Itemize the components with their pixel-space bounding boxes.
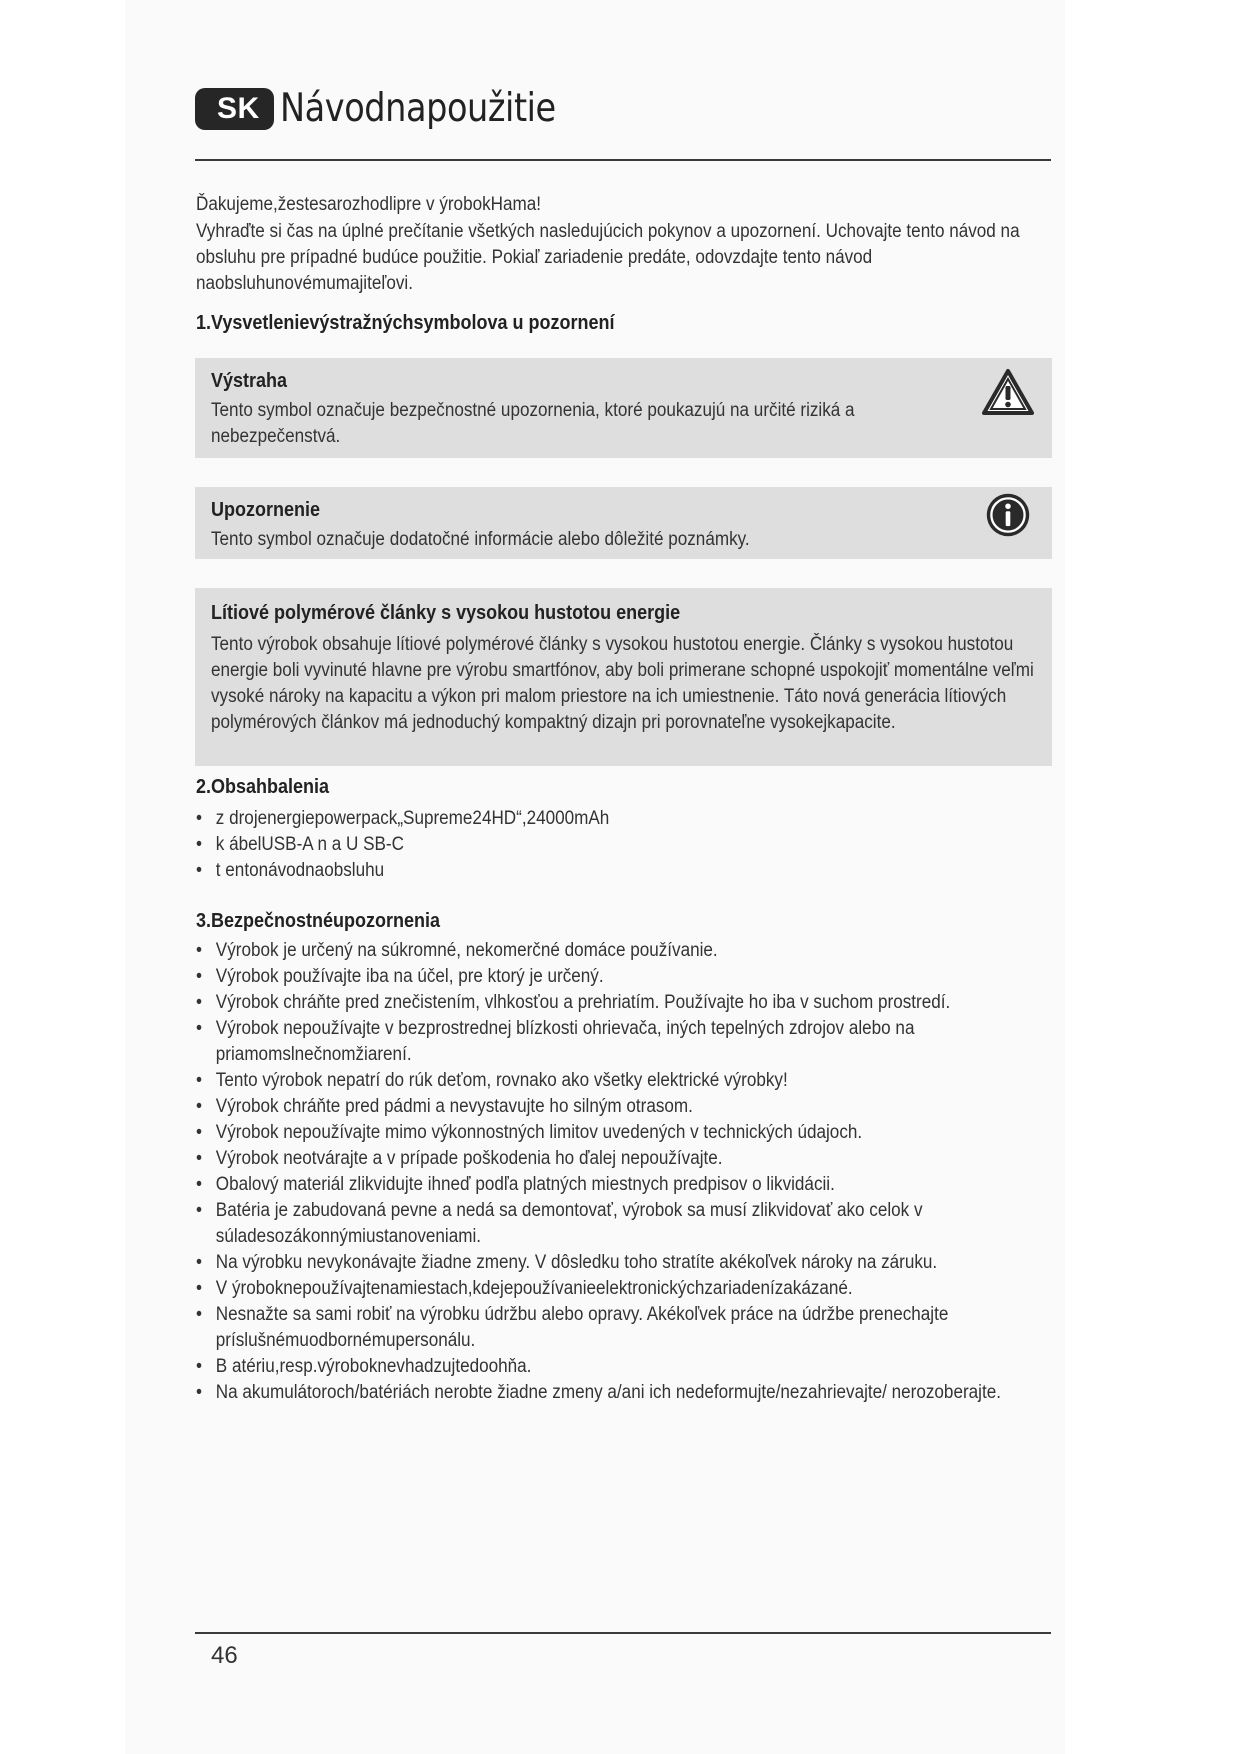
list-item: • Výrobok nepoužívajte mimo výkonnostných limitov uvedených v technických údajoch. (196, 1122, 863, 1143)
list-item: • Na výrobku nevykonávajte žiadne zmeny. V dôsledku toho stratíte akékoľvek nároky na záruku. (196, 1252, 938, 1273)
list-item: • Tento výrobok nepatrí do rúk deťom, rovnako ako všetky elektrické výrobky! (196, 1070, 788, 1091)
list-item: • V ýroboknepoužívajtenamiestach,kdejepoužívanieelektronickýchzariadenízakázané. (196, 1278, 853, 1299)
language-badge: SK (195, 88, 274, 130)
battery-info-title: Lítiové polymérové články s vysokou hustotou energie (211, 602, 681, 624)
list-item: • z drojenergiepowerpack„Supreme24HD“,24000mAh (196, 808, 610, 829)
battery-info-text: Tento výrobok obsahuje lítiové polymérové články s vysokou hustotou energie. Články s vysokou hustotou energie boli vyvinuté hlavne pre výrobu smartfónov, aby boli primerane schopné uspokojiť momentálne veľmi vysoké nároky na kapacitu a výkon pri malom priestore na ich umiestnenie. Táto nová generácia lítiových polymérových článkov má jednoduchý kompaktný dizajn pri porovnateľne vysokejkapacite. (211, 634, 1034, 733)
list-item: • Výrobok nepoužívajte v bezprostrednej blízkosti ohrievača, iných tepelných zdrojov alebo na priamomslnečnomžiarení. (196, 1018, 915, 1065)
list-item: • Výrobok je určený na súkromné, nekomerčné domáce používanie. (196, 940, 718, 961)
intro-thanks: Ďakujeme,žestesarozhodlipre v ýrobokHama! (196, 194, 542, 215)
list-item: • Obalový materiál zlikvidujte ihneď podľa platných miestnych predpisov o likvidácii. (196, 1174, 835, 1195)
page-header (195, 86, 600, 131)
list-item: • Na akumulátoroch/batériách nerobte žiadne zmeny a/ani ich nedeformujte/nezahrievajte/ nerozoberajte. (196, 1382, 1001, 1403)
page-number: 46 (211, 1642, 238, 1669)
intro-text (196, 192, 1047, 297)
warning-text: Tento symbol označuje bezpečnostné upozornenia, ktoré poukazujú na určité riziká a nebezpečenstvá. (211, 400, 855, 447)
section-2-title: 2.Obsahbalenia (196, 776, 330, 798)
battery-info-box (195, 588, 1052, 766)
section-3-title: 3.Bezpečnostnéupozornenia (196, 910, 441, 932)
warning-title: Výstraha (211, 370, 288, 392)
note-box (195, 487, 1052, 559)
footer-divider (195, 1632, 1051, 1634)
intro-instructions: Vyhraďte si čas na úplné prečítanie všetkých nasledujúcich pokynov a upozornení. Uchovajte tento návod na obsluhu pre prípadné budúce použitie. Pokiaľ zariadenie predáte, odovzdajte tento návod naobsluhunovémumajiteľovi. (196, 221, 1020, 294)
list-item: • Výrobok používajte iba na účel, pre ktorý je určený. (196, 966, 604, 987)
list-item: • t entonávodnaobsluhu (196, 860, 385, 881)
list-item: • Výrobok chráňte pred pádmi a nevystavujte ho silným otrasom. (196, 1096, 693, 1117)
header-divider (195, 159, 1051, 161)
note-title: Upozornenie (211, 499, 321, 521)
warning-box (195, 358, 1052, 458)
list-item: • k ábelUSB-A n a U SB-C (196, 834, 404, 855)
warning-triangle-icon (982, 368, 1034, 416)
page-title: Návodnapoužitie (279, 86, 556, 131)
list-item: • Batéria je zabudovaná pevne a nedá sa demontovať, výrobok sa musí zlikvidovať ako celok v súladesozákonnýmiustanoveniami. (196, 1200, 923, 1247)
safety-notes-list (196, 938, 1051, 1406)
note-text: Tento symbol označuje dodatočné informácie alebo dôležité poznámky. (211, 529, 750, 550)
list-item: • Výrobok chráňte pred znečistením, vlhkosťou a prehriatím. Používajte ho iba v suchom prostredí. (196, 992, 951, 1013)
section-1-title: 1.Vysvetlenievýstražnýchsymbolova u pozornení (196, 312, 615, 334)
list-item: • B atériu,resp.výroboknevhadzujtedoohňa. (196, 1356, 532, 1377)
package-contents-list (196, 806, 1051, 884)
list-item: • Nesnažte sa sami robiť na výrobku údržbu alebo opravy. Akékoľvek práce na údržbe prenechajte príslušnémuodbornémupersonálu. (196, 1304, 949, 1351)
list-item: • Výrobok neotvárajte a v prípade poškodenia ho ďalej nepoužívajte. (196, 1148, 723, 1169)
info-circle-icon (982, 491, 1034, 539)
